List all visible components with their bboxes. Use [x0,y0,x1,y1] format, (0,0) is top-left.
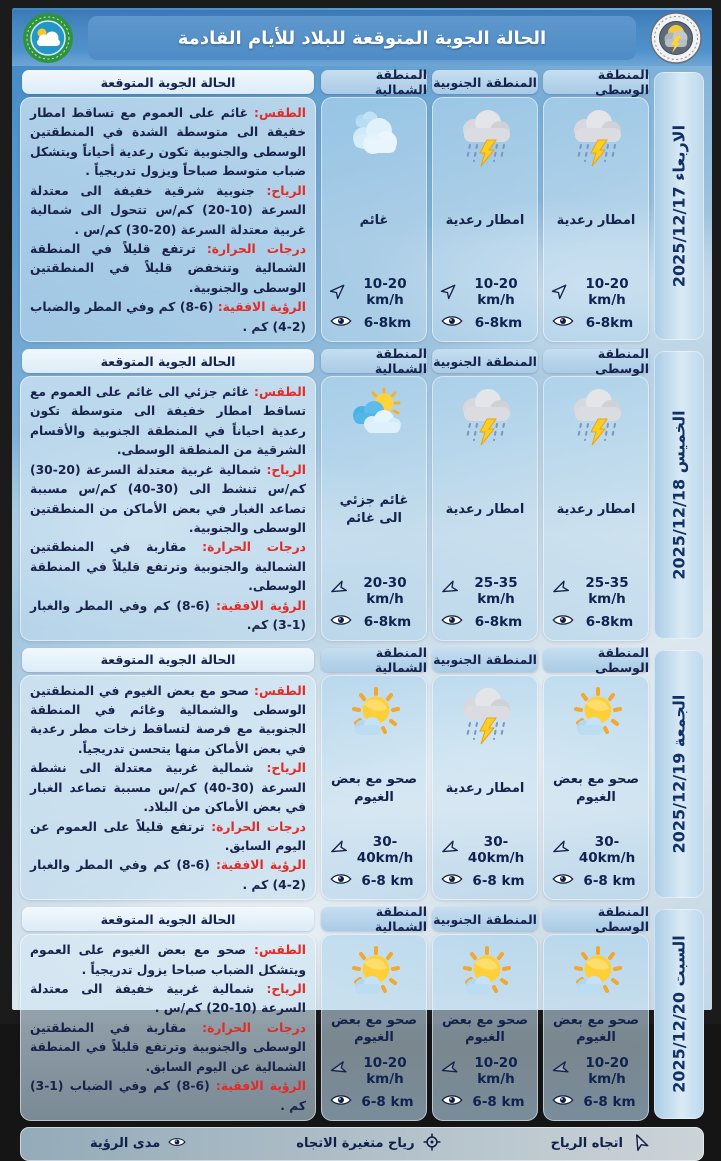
condition-text: امطار رعدية [445,502,525,518]
wind-label: الرياح: [266,462,306,477]
date-chip [654,909,704,1119]
visibility-eye-icon [330,314,352,332]
variable-wind-crosshair-icon [423,1133,441,1155]
region-south [432,648,538,901]
wind-row [547,572,645,610]
visibility-value: 6-8 km [583,1093,636,1110]
wind-row [325,1052,423,1090]
mostly-sunny-icon [338,683,410,747]
legend-label: اتجاه الرياح [550,1136,623,1152]
weather-label: الطقس: [254,943,307,958]
date-chip [654,72,704,340]
wind-speed: 10-20 km/h [363,276,407,309]
visibility-eye-icon [552,1093,574,1111]
date-column [654,907,704,1121]
day-date: 2025/12/18 [669,478,689,580]
visibility-row [436,869,534,893]
date-label [670,694,689,853]
visibility-desc: (6-8) كم وفي المطر والضباب (2-4) كم . [30,300,306,334]
forecast-header: الحالة الجوية المتوقعة [22,907,314,931]
visibility-eye-icon [441,1093,463,1111]
temp-label: درجات الحرارة: [211,819,306,834]
visibility-eye-icon [552,872,574,890]
wind-direction-icon [330,282,347,303]
mostly-sunny-icon [449,942,521,1006]
region-central [543,67,649,342]
forecast-column [20,648,316,901]
wind-direction-icon [441,580,458,601]
temp-desc: ترتفع قليلاً في المنطقة الشمالية وتنخفض قليلاً في المنطقتين الوسطى والجنوبية. [30,241,306,295]
region-header-south: المنطقة الجنوبية [432,70,538,94]
wind-speed: 25-35 km/h [474,574,518,607]
visibility-eye-icon [441,872,463,890]
wind-row [436,831,534,869]
day-date: 2025/12/20 [669,992,689,1093]
wind-desc: شمالية غربية معتدلة الى نشطة السرعة (30-40) كم/س مسببة تصاعد الغبار في بعض الأماكن من البلاد. [30,761,306,815]
region-cell [321,97,427,342]
visibility-eye-icon [441,613,463,631]
condition-text: صحو مع بعض الغيوم [552,1012,640,1046]
visibility-eye-icon [168,1133,186,1155]
wind-speed: 10-20 km/h [585,276,629,309]
wind-direction-icon [441,282,458,303]
visibility-row [325,311,423,335]
date-column [654,70,704,342]
weather-label: الطقس: [254,106,306,120]
visibility-label: الرؤية الافقية: [215,1079,306,1094]
region-cell [543,97,649,342]
region-cell [321,934,427,1121]
visibility-desc: (6-8) كم وفي المطر والغبار (2-4) كم . [30,858,306,892]
condition-text: امطار رعدية [556,213,636,229]
thunderstorm-icon [449,105,521,169]
visibility-desc: (6-8) كم وفي الضباب (1-3) كم . [30,1079,306,1113]
weather-desc: غائم على العموم مع تساقط امطار خفيفة الى متوسطة الشدة في المنطقتين الوسطى والجنوبية تكون رعدية أحياناً ويتشكل ضباب متوسط صباحاً ويزول تدريجياً . [30,106,306,179]
visibility-row [325,1090,423,1114]
wind-direction-arrow-icon [631,1133,649,1155]
wind-speed: 25-35 km/h [585,574,629,607]
forecast-header: الحالة الجوية المتوقعة [22,70,314,94]
region-header-north: المنطقة الشمالية [321,648,427,672]
title-bar [12,10,712,66]
wind-speed: 10-20 km/h [363,1054,407,1087]
date-chip [654,351,704,638]
region-cell [543,934,649,1121]
wind-row [547,1052,645,1090]
visibility-value: 6-8 km [361,873,414,890]
thunderstorm-icon [449,683,521,747]
region-cell [432,934,538,1121]
weather-label: الطقس: [254,385,307,400]
mostly-sunny-icon [560,942,632,1006]
region-header-south: المنطقة الجنوبية [432,907,538,931]
forecast-header: الحالة الجوية المتوقعة [22,349,314,373]
region-cell [432,376,538,640]
wind-row [436,572,534,610]
legend-label: مدى الرؤية [90,1136,161,1152]
forecast-column [20,70,316,342]
legend-label: رياح متغيرة الاتجاه [296,1136,415,1152]
region-header-north: المنطقة الشمالية [321,349,427,373]
visibility-row [325,869,423,893]
visibility-value: 6-8km [474,613,523,630]
wind-direction-icon [330,840,347,861]
day-name: الاربعاء [669,124,689,181]
condition-text: صحو مع بعض الغيوم [330,772,418,805]
legend-visibility [90,1133,186,1155]
weather-bulletin [12,8,712,1152]
legend-bar [20,1127,704,1161]
forecast-cell [20,97,316,342]
visibility-value: 6-8 km [361,1093,414,1110]
thunderstorm-icon [560,384,632,448]
temp-label: درجات الحرارة: [206,241,307,256]
wind-speed: 10-20 km/h [474,276,518,309]
day-name: الجمعة [669,694,689,747]
forecast-header: الحالة الجوية المتوقعة [22,648,314,672]
temp-desc: مقاربة في المنطقتين الشمالية والجنوبية وترتفع قليلاً في المنطقة الوسطى. [30,540,306,594]
visibility-value: 6-8km [363,315,412,332]
mostly-sunny-icon [560,683,632,747]
date-label [670,125,689,287]
wind-desc: شمالية غربية خفيفة الى معتدلة السرعة (10-20) كم/س . [30,982,306,1016]
condition-text: غائم [359,213,389,229]
wind-speed: 30-40km/h [578,834,636,867]
forecast-column [20,907,316,1121]
region-cell [432,97,538,342]
temp-desc: ترتفع قليلاً على العموم عن اليوم السابق. [30,819,306,853]
condition-text: امطار رعدية [445,213,525,229]
condition-text: صحو مع بعض الغيوم [330,1012,418,1046]
cloudy-icon [338,105,410,169]
wind-row [547,831,645,869]
visibility-eye-icon [330,1093,352,1111]
day-name: السبت [669,935,689,987]
region-central [543,644,649,901]
wind-speed: 30-40km/h [467,834,525,867]
region-central [543,904,649,1121]
wind-direction-icon [441,840,458,861]
weather-emblem-icon [22,12,74,64]
forecast-column [20,349,316,640]
visibility-row [547,311,645,335]
region-header-north: المنطقة الشمالية [321,907,427,931]
visibility-eye-icon [330,613,352,631]
visibility-value: 6-8 km [583,873,636,890]
date-label [670,935,689,1093]
wind-row [325,831,423,869]
visibility-value: 6-8 km [472,873,525,890]
wind-row [325,572,423,610]
day-rows [20,67,704,1121]
visibility-label: الرؤية الافقية: [217,300,307,315]
region-north [321,67,427,342]
wind-direction-icon [552,1060,569,1081]
date-chip [654,650,704,899]
region-cell [321,376,427,640]
region-north [321,346,427,640]
partly-cloudy-icon [338,384,410,448]
visibility-eye-icon [441,314,463,332]
wind-speed: 10-20 km/h [474,1054,518,1087]
temp-label: درجات الحرارة: [202,540,306,555]
region-cell [543,675,649,901]
visibility-label: الرؤية الافقية: [216,858,307,873]
weather-desc: صحو مع بعض الغيوم في المنطقتين الوسطى والشمالية وغائم في المنطقة الجنوبية مع فرصة لتساقط زخات مطر رعدية في بعض الأماكن منها يتحسن تدريجياً. [30,683,306,756]
wind-row [436,1052,534,1090]
visibility-row [436,311,534,335]
forecast-text [30,104,306,337]
condition-text: امطار رعدية [445,781,525,797]
visibility-value: 6-8km [585,315,634,332]
region-header-central: المنطقة الوسطى [543,907,649,931]
wind-row [436,273,534,311]
wind-direction-icon [552,840,569,861]
date-column [654,349,704,640]
visibility-row [547,869,645,893]
visibility-eye-icon [330,872,352,890]
visibility-value: 6-8km [585,613,634,630]
region-header-north: المنطقة الشمالية [321,70,427,94]
wind-label: الرياح: [266,183,307,198]
region-header-central: المنطقة الوسطى [543,70,649,94]
visibility-row [547,1090,645,1114]
wind-desc: شمالية غربية معتدلة السرعة (20-30) كم/س تنشط الى (30-40) كم/س مسببة تصاعد الغبار في بعض الأماكن من المنطقتين الوسطى والجنوبية. [30,462,307,536]
visibility-value: 6-8km [474,315,523,332]
day-row-wednesday [20,67,704,342]
forecast-text [30,941,306,1116]
visibility-row [547,610,645,634]
thunderstorm-icon [560,105,632,169]
wind-speed: 30-40km/h [356,834,414,867]
weather-label: الطقس: [254,683,307,698]
wind-speed: 20-30 km/h [363,574,407,607]
temp-desc: مقاربة في المنطقتين الوسطى والجنوبية وترتفع قليلاً في المنطقة الشمالية عن اليوم السابق. [30,1020,306,1074]
region-north [321,644,427,901]
visibility-value: 6-8km [363,613,412,630]
day-name: الخميس [669,410,689,474]
forecast-cell [20,675,316,901]
wind-desc: جنوبية شرقية خفيفة الى معتدلة السرعة (10-20) كم/س تتحول الى شمالية غربية معتدلة السرعة (20-30) كم/س . [30,183,306,237]
wind-direction-icon [330,580,347,601]
wind-direction-icon [330,1060,347,1081]
region-cell [321,675,427,901]
region-header-central: المنطقة الوسطى [543,648,649,672]
mostly-sunny-icon [338,942,410,1006]
visibility-eye-icon [552,613,574,631]
day-row-saturday [20,904,704,1121]
forecast-text [30,383,306,635]
visibility-row [325,610,423,634]
visibility-eye-icon [552,314,574,332]
wind-direction-icon [552,580,569,601]
day-date: 2025/12/19 [669,752,689,854]
region-south [432,70,538,342]
condition-text: صحو مع بعض الغيوم [552,772,640,805]
date-label [670,410,689,579]
page-title: الحالة الجوية المتوقعة للبلاد للأيام القادمة [88,16,636,60]
temp-label: درجات الحرارة: [202,1020,306,1035]
wind-label: الرياح: [266,761,306,776]
region-south [432,349,538,640]
wind-row [547,273,645,311]
region-north [321,904,427,1121]
condition-text: امطار رعدية [556,502,636,518]
forecast-cell [20,934,316,1121]
visibility-label: الرؤية الافقية: [216,598,307,613]
wind-row [325,273,423,311]
region-south [432,907,538,1121]
region-header-central: المنطقة الوسطى [543,349,649,373]
day-row-friday [20,644,704,901]
visibility-desc: (6-8) كم وفي المطر والغبار (1-3) كم. [30,598,306,633]
date-column [654,648,704,901]
thunderstorm-icon [449,384,521,448]
condition-text: صحو مع بعض الغيوم [441,1012,529,1046]
wind-label: الرياح: [266,982,306,997]
legend-wind-direction [551,1133,649,1155]
wind-speed: 10-20 km/h [585,1054,629,1087]
weather-desc: صحو مع بعض الغيوم على العموم ويتشكل الضباب صباحا يزول تدريجياً . [30,943,306,977]
weather-desc: غائم جزئي الى غائم على العموم مع تساقط امطار خفيفة الى متوسطة تكون رعدية احياناً في المنطقة الجنوبية والأقسام الشرقية من المنطقة الوسطى. [30,385,306,458]
legend-variable-wind [296,1133,440,1155]
wind-direction-icon [552,282,569,303]
meteorology-badge-icon [650,12,702,64]
visibility-value: 6-8 km [472,1093,525,1110]
day-date: 2025/12/17 [669,186,689,288]
forecast-text [30,682,306,896]
region-header-south: المنطقة الجنوبية [432,648,538,672]
visibility-row [436,610,534,634]
region-header-south: المنطقة الجنوبية [432,349,538,373]
visibility-row [436,1090,534,1114]
wind-direction-icon [441,1060,458,1081]
day-row-thursday [20,346,704,640]
forecast-cell [20,376,316,640]
region-cell [432,675,538,901]
condition-text: غائم جزئي الى غائم [339,493,409,526]
region-central [543,346,649,640]
region-cell [543,376,649,640]
